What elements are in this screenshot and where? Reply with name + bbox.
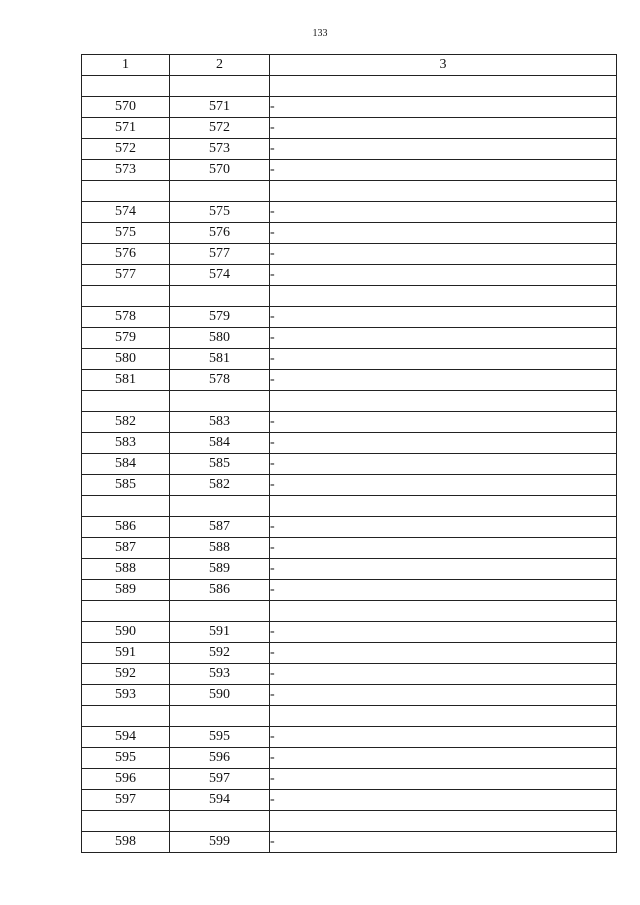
table-cell <box>270 601 617 622</box>
table-cell: 583 <box>82 433 170 454</box>
table-cell: - <box>270 769 617 790</box>
table-cell: 592 <box>170 643 270 664</box>
table-cell: 592 <box>82 664 170 685</box>
table-cell <box>82 811 170 832</box>
table-cell: - <box>270 370 617 391</box>
table-cell: - <box>270 328 617 349</box>
table-cell: 587 <box>170 517 270 538</box>
table-cell: - <box>270 727 617 748</box>
table-cell <box>170 286 270 307</box>
table-cell: - <box>270 664 617 685</box>
table-cell: 586 <box>170 580 270 601</box>
table-cell <box>82 76 170 97</box>
table-row <box>82 118 617 139</box>
table-row <box>82 181 617 202</box>
table-cell <box>170 811 270 832</box>
table-cell: 597 <box>170 769 270 790</box>
table-cell: 578 <box>82 307 170 328</box>
table-cell <box>270 706 617 727</box>
table-cell: - <box>270 265 617 286</box>
table-cell: - <box>270 580 617 601</box>
table-cell: 594 <box>82 727 170 748</box>
table-cell: - <box>270 538 617 559</box>
table-row <box>82 454 617 475</box>
table-cell: 591 <box>170 622 270 643</box>
table-row <box>82 391 617 412</box>
table-cell: 588 <box>82 559 170 580</box>
table-cell: - <box>270 559 617 580</box>
table-cell <box>82 181 170 202</box>
table-row <box>82 286 617 307</box>
table-row <box>82 349 617 370</box>
table-cell: 596 <box>82 769 170 790</box>
table-cell: 571 <box>170 97 270 118</box>
table-cell: 590 <box>170 685 270 706</box>
table-cell: - <box>270 643 617 664</box>
table-cell <box>270 181 617 202</box>
table-row <box>82 328 617 349</box>
table-row <box>82 538 617 559</box>
table-cell <box>270 811 617 832</box>
table-cell: 591 <box>82 643 170 664</box>
table-cell: - <box>270 790 617 811</box>
table-cell: 572 <box>82 139 170 160</box>
table-cell: 584 <box>170 433 270 454</box>
table-row <box>82 601 617 622</box>
table-cell <box>270 286 617 307</box>
table-row <box>82 160 617 181</box>
table-cell <box>170 706 270 727</box>
table-cell: - <box>270 433 617 454</box>
table-row <box>82 97 617 118</box>
table-cell: 597 <box>82 790 170 811</box>
table-cell: - <box>270 97 617 118</box>
table-cell: - <box>270 244 617 265</box>
table-cell: 589 <box>170 559 270 580</box>
table-cell <box>82 496 170 517</box>
table-cell: 574 <box>82 202 170 223</box>
table-row <box>82 748 617 769</box>
table-cell: 598 <box>82 832 170 853</box>
page-number: 133 <box>312 28 328 39</box>
table-cell: - <box>270 160 617 181</box>
table-row <box>82 370 617 391</box>
table-cell: 583 <box>170 412 270 433</box>
table-cell: - <box>270 202 617 223</box>
table-cell: 578 <box>170 370 270 391</box>
table-cell: - <box>270 832 617 853</box>
table-cell: 572 <box>170 118 270 139</box>
table-cell: 585 <box>170 454 270 475</box>
table-cell <box>170 391 270 412</box>
table-row <box>82 475 617 496</box>
table-cell: 595 <box>170 727 270 748</box>
table-cell: 576 <box>82 244 170 265</box>
table-row <box>82 307 617 328</box>
table-cell: 589 <box>82 580 170 601</box>
table-cell: 570 <box>82 97 170 118</box>
table-cell <box>82 286 170 307</box>
table-cell: 582 <box>170 475 270 496</box>
table-row <box>82 265 617 286</box>
table-cell: - <box>270 118 617 139</box>
table-cell: 579 <box>170 307 270 328</box>
table-row <box>82 223 617 244</box>
table-cell <box>170 76 270 97</box>
table-cell: 596 <box>170 748 270 769</box>
table-cell: - <box>270 622 617 643</box>
table-cell <box>82 706 170 727</box>
table-row <box>82 412 617 433</box>
table-row <box>82 622 617 643</box>
table-cell: 575 <box>82 223 170 244</box>
table-cell <box>170 496 270 517</box>
table-row <box>82 685 617 706</box>
data-table <box>81 54 617 853</box>
table-cell <box>82 391 170 412</box>
table-row <box>82 433 617 454</box>
column-header: 2 <box>170 55 270 76</box>
table-cell: 593 <box>82 685 170 706</box>
table-cell: 594 <box>170 790 270 811</box>
table-cell: 599 <box>170 832 270 853</box>
table-cell: 581 <box>82 370 170 391</box>
table-cell: 577 <box>82 265 170 286</box>
table-cell: 582 <box>82 412 170 433</box>
table-cell <box>170 601 270 622</box>
table-row <box>82 664 617 685</box>
table-row <box>82 76 617 97</box>
table-row <box>82 706 617 727</box>
table-row <box>82 727 617 748</box>
table-cell <box>270 496 617 517</box>
table-cell <box>82 601 170 622</box>
table-cell: 584 <box>82 454 170 475</box>
table-cell <box>170 181 270 202</box>
table-body <box>82 76 617 853</box>
table-row <box>82 769 617 790</box>
table-row <box>82 643 617 664</box>
table-cell: - <box>270 748 617 769</box>
table-cell: 573 <box>82 160 170 181</box>
table-cell: 574 <box>170 265 270 286</box>
table-cell: 580 <box>82 349 170 370</box>
table-cell: 571 <box>82 118 170 139</box>
table-row <box>82 517 617 538</box>
column-header: 3 <box>270 55 617 76</box>
table-row <box>82 496 617 517</box>
table-cell: 581 <box>170 349 270 370</box>
table-row <box>82 580 617 601</box>
table-cell: 575 <box>170 202 270 223</box>
table-cell: 593 <box>170 664 270 685</box>
table-cell: 579 <box>82 328 170 349</box>
table-row <box>82 244 617 265</box>
table-cell: 588 <box>170 538 270 559</box>
table-cell: 590 <box>82 622 170 643</box>
table-row <box>82 832 617 853</box>
table-cell: - <box>270 454 617 475</box>
table-cell: - <box>270 412 617 433</box>
table-cell: 586 <box>82 517 170 538</box>
table-cell: 576 <box>170 223 270 244</box>
table-cell: - <box>270 349 617 370</box>
table-cell: 570 <box>170 160 270 181</box>
table-cell: 595 <box>82 748 170 769</box>
table-row <box>82 559 617 580</box>
table-cell <box>270 76 617 97</box>
table-cell: - <box>270 475 617 496</box>
table-cell <box>270 391 617 412</box>
table-cell: 577 <box>170 244 270 265</box>
table-cell: 587 <box>82 538 170 559</box>
table-cell: - <box>270 139 617 160</box>
table-cell: 573 <box>170 139 270 160</box>
table-row <box>82 139 617 160</box>
table-row <box>82 790 617 811</box>
header-row <box>82 55 617 76</box>
table-cell: 585 <box>82 475 170 496</box>
table-cell: - <box>270 223 617 244</box>
table-row <box>82 202 617 223</box>
table-cell: - <box>270 685 617 706</box>
table-cell: 580 <box>170 328 270 349</box>
column-header: 1 <box>82 55 170 76</box>
table-cell: - <box>270 307 617 328</box>
table-cell: - <box>270 517 617 538</box>
table-row <box>82 811 617 832</box>
